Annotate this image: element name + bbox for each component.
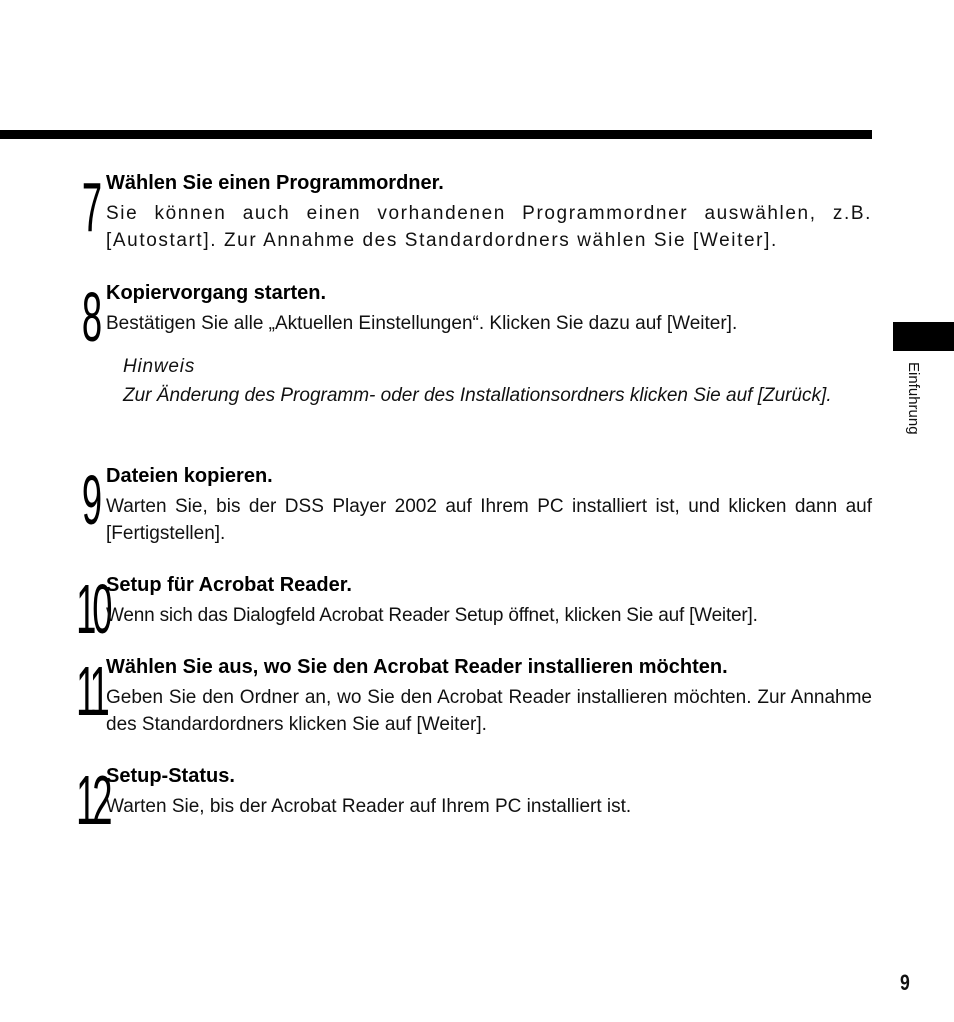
step-text: Geben Sie den Ordner an, wo Sie den Acrobat Reader installieren möchten. Zur Annahme des Standardordners klicken Sie auf [Weiter].: [106, 687, 872, 735]
step-text: Wenn sich das Dialogfeld Acrobat Reader Setup öffnet, klicken Sie auf [Weiter].: [106, 605, 758, 626]
section-tab-marker: [893, 322, 954, 351]
step-body: [106, 765, 872, 820]
page-number: 9: [900, 970, 910, 995]
step-body: [106, 465, 872, 547]
step-body: [106, 656, 872, 738]
step-text: Warten Sie, bis der DSS Player 2002 auf Ihrem PC installiert ist, und klicken dann auf [Fertigstellen].: [106, 496, 872, 544]
note-title: Hinweis: [123, 356, 196, 377]
step-title: Dateien kopieren.: [106, 465, 273, 487]
step-number: 10: [76, 570, 109, 648]
step-body: [106, 282, 872, 337]
step-number: 7: [81, 168, 98, 246]
step-text: Bestätigen Sie alle „Aktuellen Einstellungen“. Klicken Sie dazu auf [Weiter].: [106, 313, 738, 334]
note-text: Zur Änderung des Programm- oder des Installationsordners klicken Sie auf [Zurück].: [123, 385, 832, 406]
step-number: 11: [76, 652, 106, 730]
step-title: Wählen Sie aus, wo Sie den Acrobat Reader installieren möchten.: [106, 656, 728, 678]
step-number: 12: [76, 761, 109, 839]
top-rule: [0, 130, 872, 139]
step-title: Setup-Status.: [106, 765, 235, 787]
step-number: 9: [81, 461, 98, 539]
step-body: [106, 574, 872, 629]
step-title: Kopiervorgang starten.: [106, 282, 327, 304]
step-text: Warten Sie, bis der Acrobat Reader auf Ihrem PC installiert ist.: [106, 796, 632, 817]
step-text: Sie können auch einen vorhandenen Programmordner auswählen, z.B. [Autostart]. Zur Annahme des Standardordners wählen Sie [Weiter].: [106, 203, 872, 251]
section-label: Einfuhrung: [905, 362, 922, 435]
step-number: 8: [81, 278, 98, 356]
step-title: Wählen Sie einen Programmordner.: [106, 172, 444, 194]
step-body: [106, 172, 872, 254]
step-title: Setup für Acrobat Reader.: [106, 574, 352, 596]
note: [123, 352, 872, 410]
